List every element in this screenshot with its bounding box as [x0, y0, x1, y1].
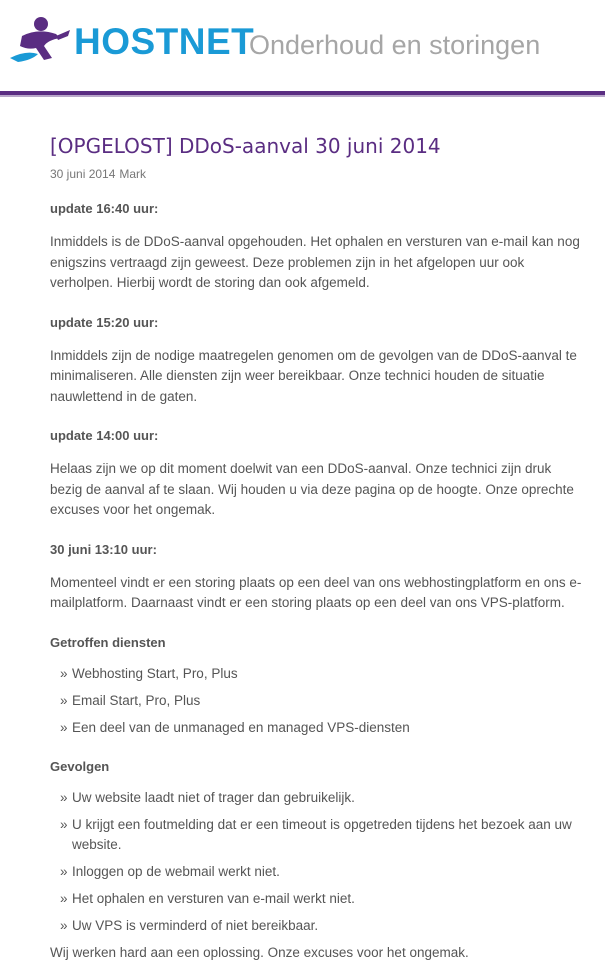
list-item-text: Uw website laadt niet of trager dan gebruikelijk. — [72, 790, 355, 805]
list-item-text: Webhosting Start, Pro, Plus — [72, 666, 238, 681]
post-date: 30 juni 2014 — [50, 167, 115, 181]
list-item-text: Het ophalen en versturen van e-mail werkt niet. — [72, 891, 355, 906]
affected-services-heading: Getroffen diensten — [50, 634, 585, 652]
bullet-icon: » — [60, 815, 68, 835]
update-heading: update 16:40 uur: — [50, 200, 585, 218]
list-item — [60, 788, 585, 808]
update-text: Momenteel vindt er een storing plaats op een deel van ons webhostingplatform en ons e-mailplatform. Daarnaast vindt er een storing plaats op een deel van ons VPS-platform. — [50, 573, 585, 614]
list-item-text: Inloggen op de webmail werkt niet. — [72, 864, 280, 879]
update-text: Helaas zijn we op dit moment doelwit van een DDoS-aanval. Onze technici zijn druk bezig de aanval af te slaan. Wij houden u via deze pagina op de hoogte. Onze oprechte excuses voor het ongemak. — [50, 459, 585, 521]
list-item-text: Een deel van de unmanaged en managed VPS-diensten — [72, 720, 410, 735]
closing-text: Wij werken hard aan een oplossing. Onze excuses voor het ongemak. — [50, 943, 585, 963]
post-title[interactable]: [OPGELOST] DDoS-aanval 30 juni 2014 — [50, 132, 585, 160]
list-item — [60, 691, 585, 711]
hostnet-mascot-icon — [8, 14, 74, 64]
header-subtitle: Onderhoud en storingen — [249, 28, 540, 62]
affected-services-list — [50, 664, 585, 738]
list-item — [60, 815, 585, 855]
bullet-icon: » — [60, 718, 68, 738]
update-heading: 30 juni 13:10 uur: — [50, 541, 585, 559]
consequences-heading: Gevolgen — [50, 758, 585, 776]
list-item-text: U krijgt een foutmelding dat er een timeout is opgetreden tijdens het bezoek aan uw website. — [72, 817, 572, 852]
list-item — [60, 916, 585, 936]
bullet-icon: » — [60, 862, 68, 882]
site-header — [0, 0, 605, 98]
header-divider-shadow — [0, 95, 605, 97]
list-item-text: Uw VPS is verminderd of niet bereikbaar. — [72, 918, 318, 933]
update-text: Inmiddels zijn de nodige maatregelen genomen om de gevolgen van de DDoS-aanval te minimaliseren. Alle diensten zijn weer bereikbaar. Onze technici houden de situatie nauwlettend in de gaten. — [50, 346, 585, 408]
bullet-icon: » — [60, 916, 68, 936]
list-item — [60, 889, 585, 909]
update-heading: update 14:00 uur: — [50, 427, 585, 445]
list-item-text: Email Start, Pro, Plus — [72, 693, 200, 708]
list-item — [60, 718, 585, 738]
list-item — [60, 862, 585, 882]
list-item — [60, 664, 585, 684]
post-content — [50, 132, 585, 963]
bullet-icon: » — [60, 889, 68, 909]
bullet-icon: » — [60, 691, 68, 711]
post-meta — [50, 166, 585, 182]
consequences-list — [50, 788, 585, 936]
post-author[interactable]: Mark — [119, 167, 146, 181]
bullet-icon: » — [60, 664, 68, 684]
update-heading: update 15:20 uur: — [50, 314, 585, 332]
logo-text[interactable]: HOSTNET — [74, 22, 254, 62]
bullet-icon: » — [60, 788, 68, 808]
update-text: Inmiddels is de DDoS-aanval opgehouden. Het ophalen en versturen van e-mail kan nog enigszins vertraagd zijn geweest. Deze problemen zijn in het afgelopen uur ook verholpen. Hierbij wordt de storing dan ook afgemeld. — [50, 232, 585, 294]
